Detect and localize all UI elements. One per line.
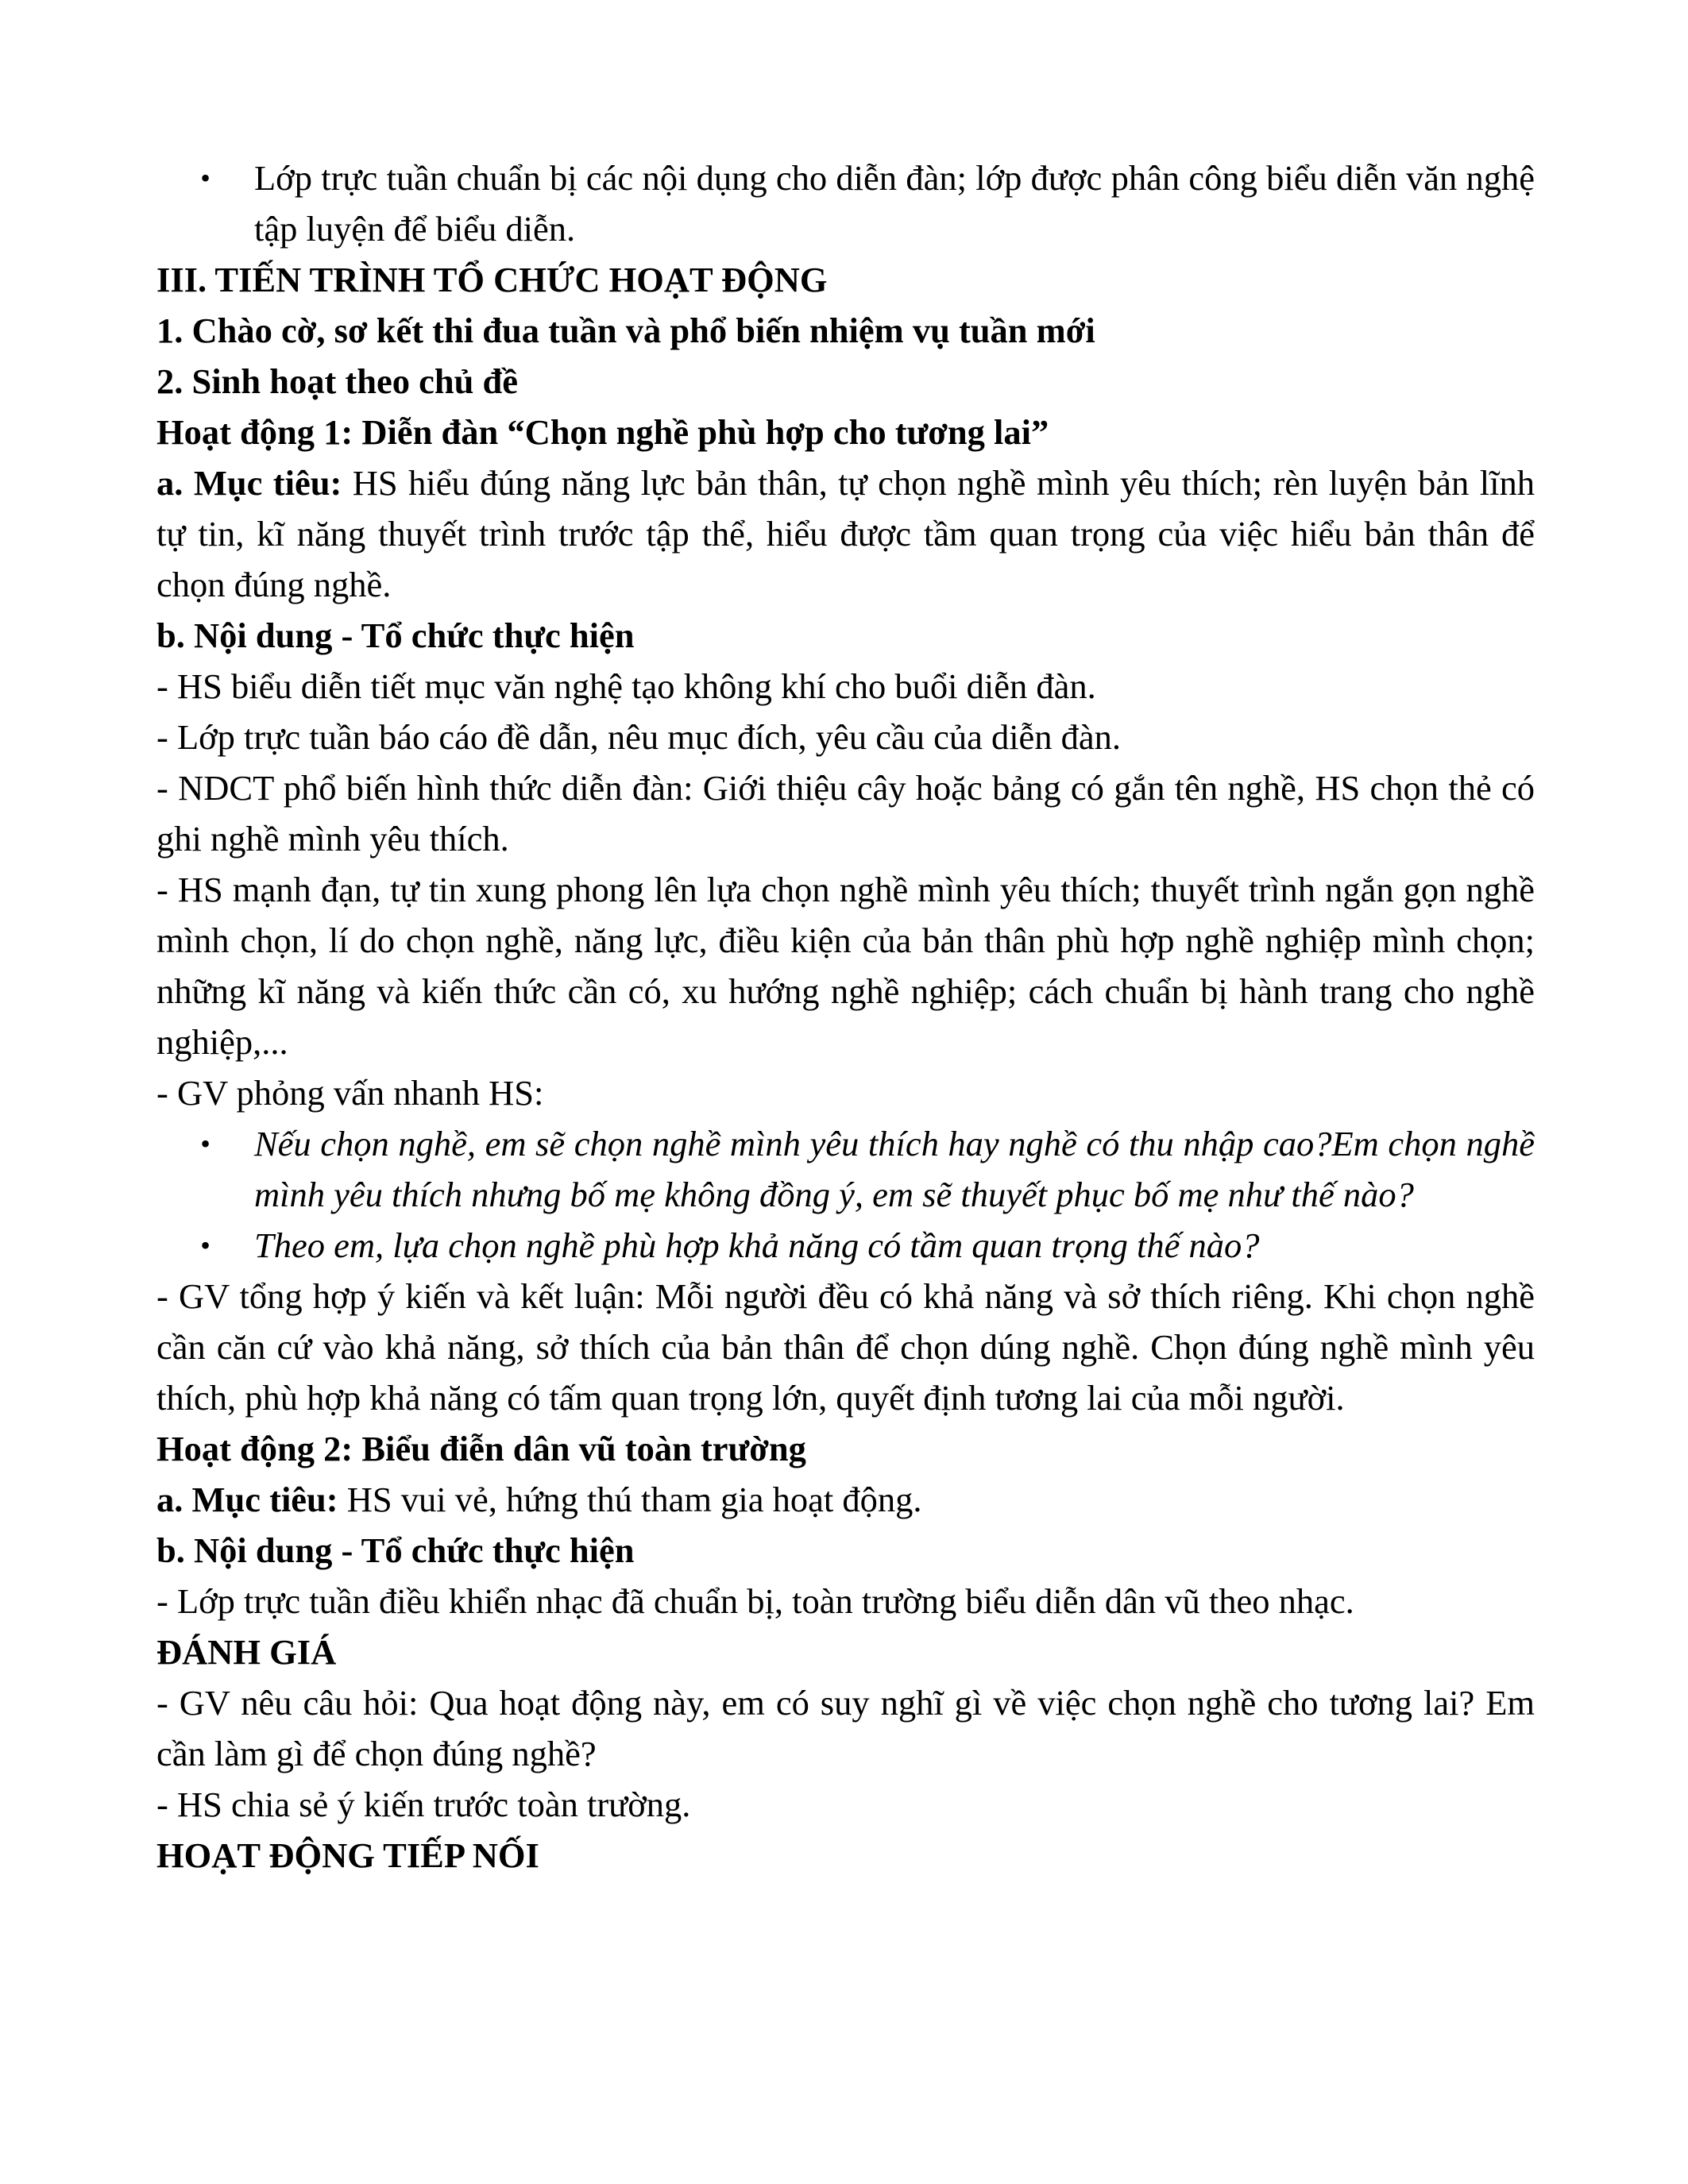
- bullet-icon: •: [200, 1229, 211, 1261]
- activity2-goal: [156, 1474, 1535, 1525]
- activity1-title: Hoạt động 1: Diễn đàn “Chọn nghề phù hợp cho tương lai”: [156, 412, 1049, 452]
- activity1-conclusion: - GV tổng hợp ý kiến và kết luận: Mỗi người đều có khả năng và sở thích riêng. Khi chọn nghề cần căn cứ vào khả năng, sở thích của bản thân để chọn dúng nghề. Chọn đúng nghề mình yêu thích, phù hợp khả năng có tấm quan trọng lớn, quyết định tương lai của mỗi người.: [156, 1276, 1535, 1418]
- bullet-text: Lớp trực tuần chuẩn bị các nội dụng cho diễn đàn; lớp được phân công biểu diễn văn nghệ tập luyện để biểu diễn.: [254, 158, 1535, 249]
- section-heading-main: III. TIẾN TRÌNH TỔ CHỨC HOẠT ĐỘNG: [156, 260, 828, 299]
- activity1-line: - Lớp trực tuần báo cáo đề dẫn, nêu mục đích, yêu cầu của diễn đàn.: [156, 717, 1122, 757]
- activity1-content-label: b. Nội dung - Tổ chức thực hiện: [156, 615, 635, 655]
- question-text: Theo em, lựa chọn nghề phù hợp khả năng có tầm quan trọng thế nào?: [254, 1225, 1260, 1265]
- section-heading-2: 2. Sinh hoạt theo chủ đề: [156, 361, 518, 401]
- activity1-line: - NDCT phổ biến hình thức diễn đàn: Giới thiệu cây hoặc bảng có gắn tên nghề, HS chọn thẻ có ghi nghề mình yêu thích.: [156, 768, 1535, 859]
- list-item: [200, 1118, 1535, 1220]
- bullet-icon: •: [200, 1128, 211, 1160]
- activity2-title: Hoạt động 2: Biểu điễn dân vũ toàn trường: [156, 1429, 806, 1468]
- activity1-line: - HS biểu diễn tiết mục văn nghệ tạo không khí cho buổi diễn đàn.: [156, 666, 1096, 706]
- prep-bullet-list: [156, 152, 1535, 254]
- followup-title: HOẠT ĐỘNG TIẾP NỐI: [156, 1835, 539, 1875]
- evaluation-line: - HS chia sẻ ý kiến trước toàn trường.: [156, 1785, 691, 1824]
- bullet-icon: •: [200, 162, 211, 194]
- activity2-content-label: b. Nội dung - Tổ chức thực hiện: [156, 1530, 635, 1570]
- evaluation-title: ĐÁNH GIÁ: [156, 1632, 337, 1672]
- question-text: Nếu chọn nghề, em sẽ chọn nghề mình yêu thích hay nghề có thu nhập cao?Em chọn nghề mình yêu thích nhưng bố mẹ không đồng ý, em sẽ thuyết phục bố mẹ như thế nào?: [254, 1124, 1535, 1214]
- evaluation-line: - GV nêu câu hỏi: Qua hoạt động này, em có suy nghĩ gì về việc chọn nghề cho tương lai? Em cần làm gì để chọn đúng nghề?: [156, 1683, 1535, 1773]
- goal-label: a. Mục tiêu:: [156, 1480, 338, 1519]
- goal-text: HS hiểu đúng năng lực bản thân, tự chọn nghề mình yêu thích; rèn luyện bản lĩnh tự tin, kĩ năng thuyết trình trước tập thể, hiểu được tầm quan trọng của việc hiểu bản thân để chọn đúng nghề.: [156, 463, 1535, 604]
- section-heading-1: 1. Chào cờ, sơ kết thi đua tuần và phổ biến nhiệm vụ tuần mới: [156, 311, 1095, 350]
- interview-question-list: [156, 1118, 1535, 1271]
- goal-label: a. Mục tiêu:: [156, 463, 342, 503]
- list-item: [200, 1220, 1535, 1271]
- goal-text: HS vui vẻ, hứng thú tham gia hoạt động.: [338, 1480, 922, 1519]
- activity1-line: - GV phỏng vấn nhanh HS:: [156, 1073, 544, 1113]
- activity1-line: - HS mạnh đạn, tự tin xung phong lên lựa chọn nghề mình yêu thích; thuyết trình ngắn gọn nghề mình chọn, lí do chọn nghề, năng lực, điều kiện của bản thân phù hợp nghề nghiệp mình chọn; những kĩ năng và kiến thức cần có, xu hướng nghề nghiệp; cách chuẩn bị hành trang cho nghề nghiệp,...: [156, 870, 1535, 1062]
- activity1-goal: [156, 457, 1535, 610]
- activity2-line: - Lớp trực tuần điều khiển nhạc đã chuẩn bị, toàn trường biểu diễn dân vũ theo nhạc.: [156, 1581, 1354, 1621]
- list-item: [200, 152, 1535, 254]
